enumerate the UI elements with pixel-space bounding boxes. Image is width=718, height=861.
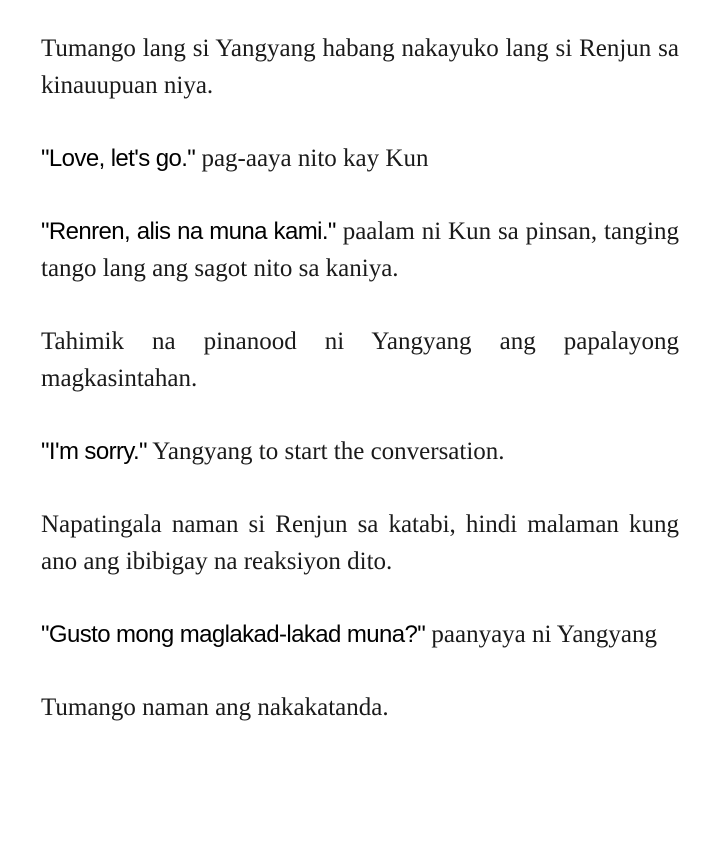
paragraph-2	[41, 140, 679, 177]
paragraph-7-dialog: "Gusto mong maglakad-lakad muna?"	[41, 621, 426, 648]
paragraph-4	[41, 323, 679, 397]
paragraph-3-text: paalam ni Kun sa pinsan, tanging tango lang ang sagot nito sa kaniya.	[41, 218, 679, 282]
paragraph-2-dialog: "Love, let's go."	[41, 145, 196, 172]
paragraph-7	[41, 616, 679, 653]
paragraph-8	[41, 689, 679, 726]
paragraph-1	[41, 30, 679, 104]
paragraph-5	[41, 433, 679, 470]
paragraph-5-dialog: "I'm sorry."	[41, 438, 147, 465]
paragraph-8-text: Tumango naman ang nakakatanda.	[41, 694, 389, 721]
paragraph-6	[41, 506, 679, 580]
story-text	[41, 30, 679, 762]
paragraph-5-text: Yangyang to start the conversation.	[146, 438, 505, 465]
paragraph-2-text: pag-aaya nito kay Kun	[195, 145, 429, 172]
paragraph-6-text: Napatingala naman si Renjun sa katabi, hindi malaman kung ano ang ibibigay na reaksiyon dito.	[41, 511, 679, 575]
paragraph-3-dialog: "Renren, alis na muna kami."	[41, 218, 336, 245]
paragraph-1-text: Tumango lang si Yangyang habang nakayuko lang si Renjun sa kinauupuan niya.	[41, 35, 679, 99]
paragraph-7-text: paanyaya ni Yangyang	[425, 621, 658, 648]
paragraph-4-text: Tahimik na pinanood ni Yangyang ang papalayong magkasintahan.	[41, 328, 679, 392]
paragraph-3	[41, 213, 679, 287]
